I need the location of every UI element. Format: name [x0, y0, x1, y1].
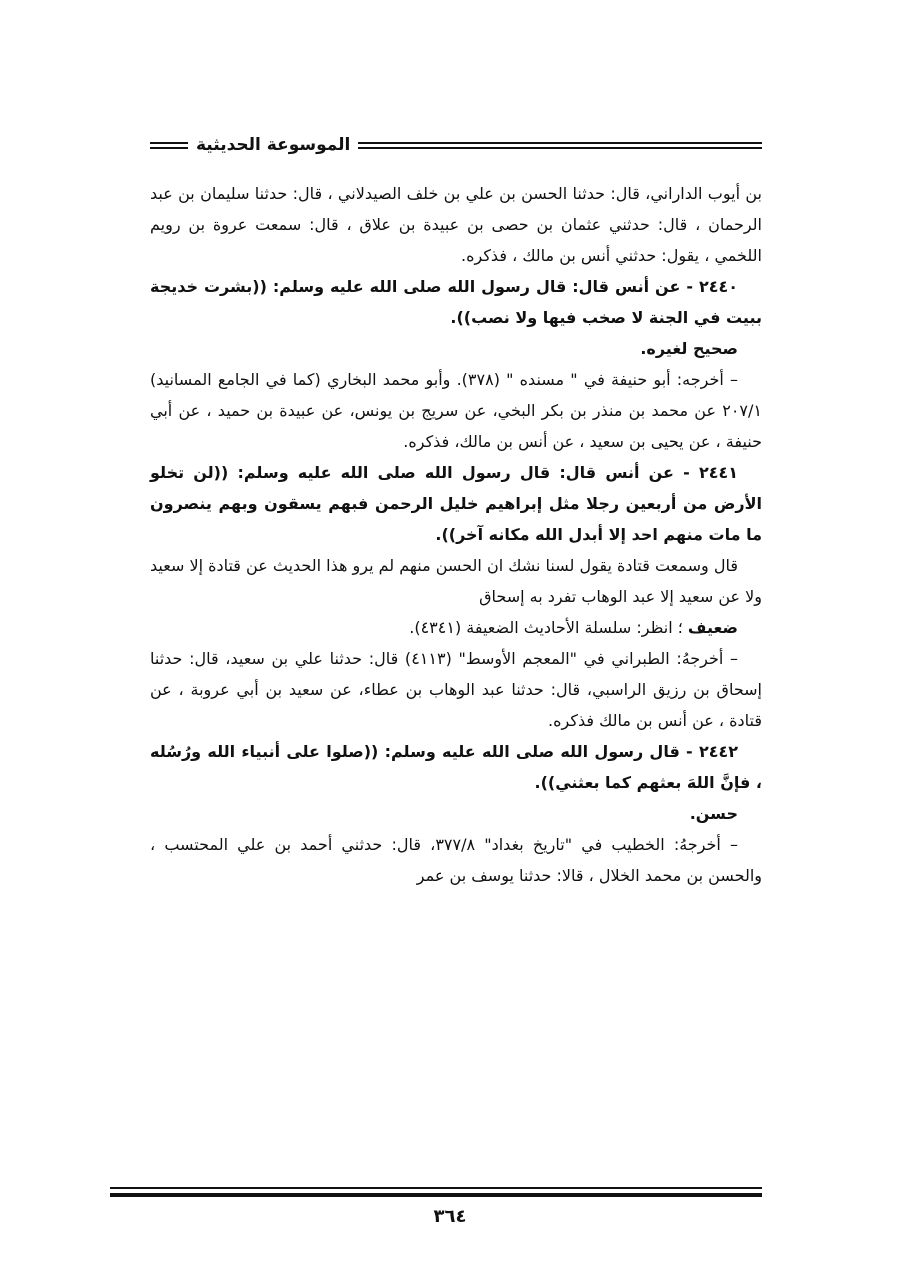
page-body — [150, 178, 762, 891]
paragraph-continuation: بن أيوب الداراني، قال: حدثنا الحسن بن علي بن خلف الصيدلاني ، قال: حدثنا سليمان بن عبد الرحمان ، قال: حدثني عثمان بن حصى بن عبيدة بن علاق ، قال: سمعت عروة بن رويم اللخمي ، يقول: حدثني أنس بن مالك ، فذكره. — [150, 184, 762, 265]
takhrij-2440: – أخرجه: أبو حنيفة في " مسنده " (٣٧٨). وأبو محمد البخاري (كما في الجامع المسانيد) ٢٠٧/١ عن محمد بن منذر بن بكر البخي، عن سريج بن يونس، عن عبيدة بن حميد ، عن أبي حنيفة ، عن يحيى بن سعيد ، عن أنس بن مالك، فذكره. — [150, 370, 762, 451]
page-number: ٣٦٤ — [433, 1206, 467, 1227]
takhrij-2442: – أخرجهُ: الخطيب في "تاريخ بغداد" ٣٧٧/٨، قال: حدثني أحمد بن علي المحتسب ، والحسن بن محمد الخلال ، قالا: حدثنا يوسف بن عمر — [150, 835, 762, 885]
grade-2442: حسن. — [689, 804, 738, 823]
note-2441: قال وسمعت قتادة يقول لسنا نشك ان الحسن منهم لم يرو هذا الحديث عن قتادة إلا سعيد ولا عن سعيد إلا عبد الوهاب تفرد به إسحاق — [150, 556, 762, 606]
grade-label: ضعيف — [687, 618, 738, 637]
footer-rule — [110, 1187, 762, 1197]
running-header — [150, 128, 762, 162]
hadith-2442: ٢٤٤٢ - قال رسول الله صلى الله عليه وسلم: ((صلوا على أنبياء الله ورُسُله ، فإنَّ اللهَ بعثهم كما بعثني)). — [150, 742, 762, 792]
hadith-2441: ٢٤٤١ - عن أنس قال: قال رسول الله صلى الله عليه وسلم: ((لن تخلو الأرض من أربعين رجلا مثل إبراهيم خليل الرحمن فبهم يسقون وبهم ينصرون ما مات منهم احد إلا أبدل الله مكانه آخر)). — [150, 463, 762, 544]
takhrij-2441: – أخرجهُ: الطبراني في "المعجم الأوسط" (٤١١٣) قال: حدثنا علي بن سعيد، قال: حدثنا إسحاق بن رزيق الراسبي، قال: حدثنا عبد الوهاب بن عطاء، عن سعيد بن أبي عروبة ، عن قتادة ، عن أنس بن مالك فذكره. — [150, 649, 762, 730]
grade-reference: ؛ انظر: سلسلة الأحاديث الضعيفة (٤٣٤١). — [409, 618, 688, 637]
grade-2440: صحيح لغيره. — [640, 339, 738, 358]
header-rule-left — [150, 142, 188, 149]
header-rule-right — [358, 142, 762, 149]
header-title: الموسوعة الحديثية — [196, 135, 351, 155]
hadith-2440: ٢٤٤٠ - عن أنس قال: قال رسول الله صلى الله عليه وسلم: ((بشرت خديجة ببيت في الجنة لا صخب فيها ولا نصب)). — [150, 277, 762, 327]
grade-2441 — [150, 612, 762, 643]
